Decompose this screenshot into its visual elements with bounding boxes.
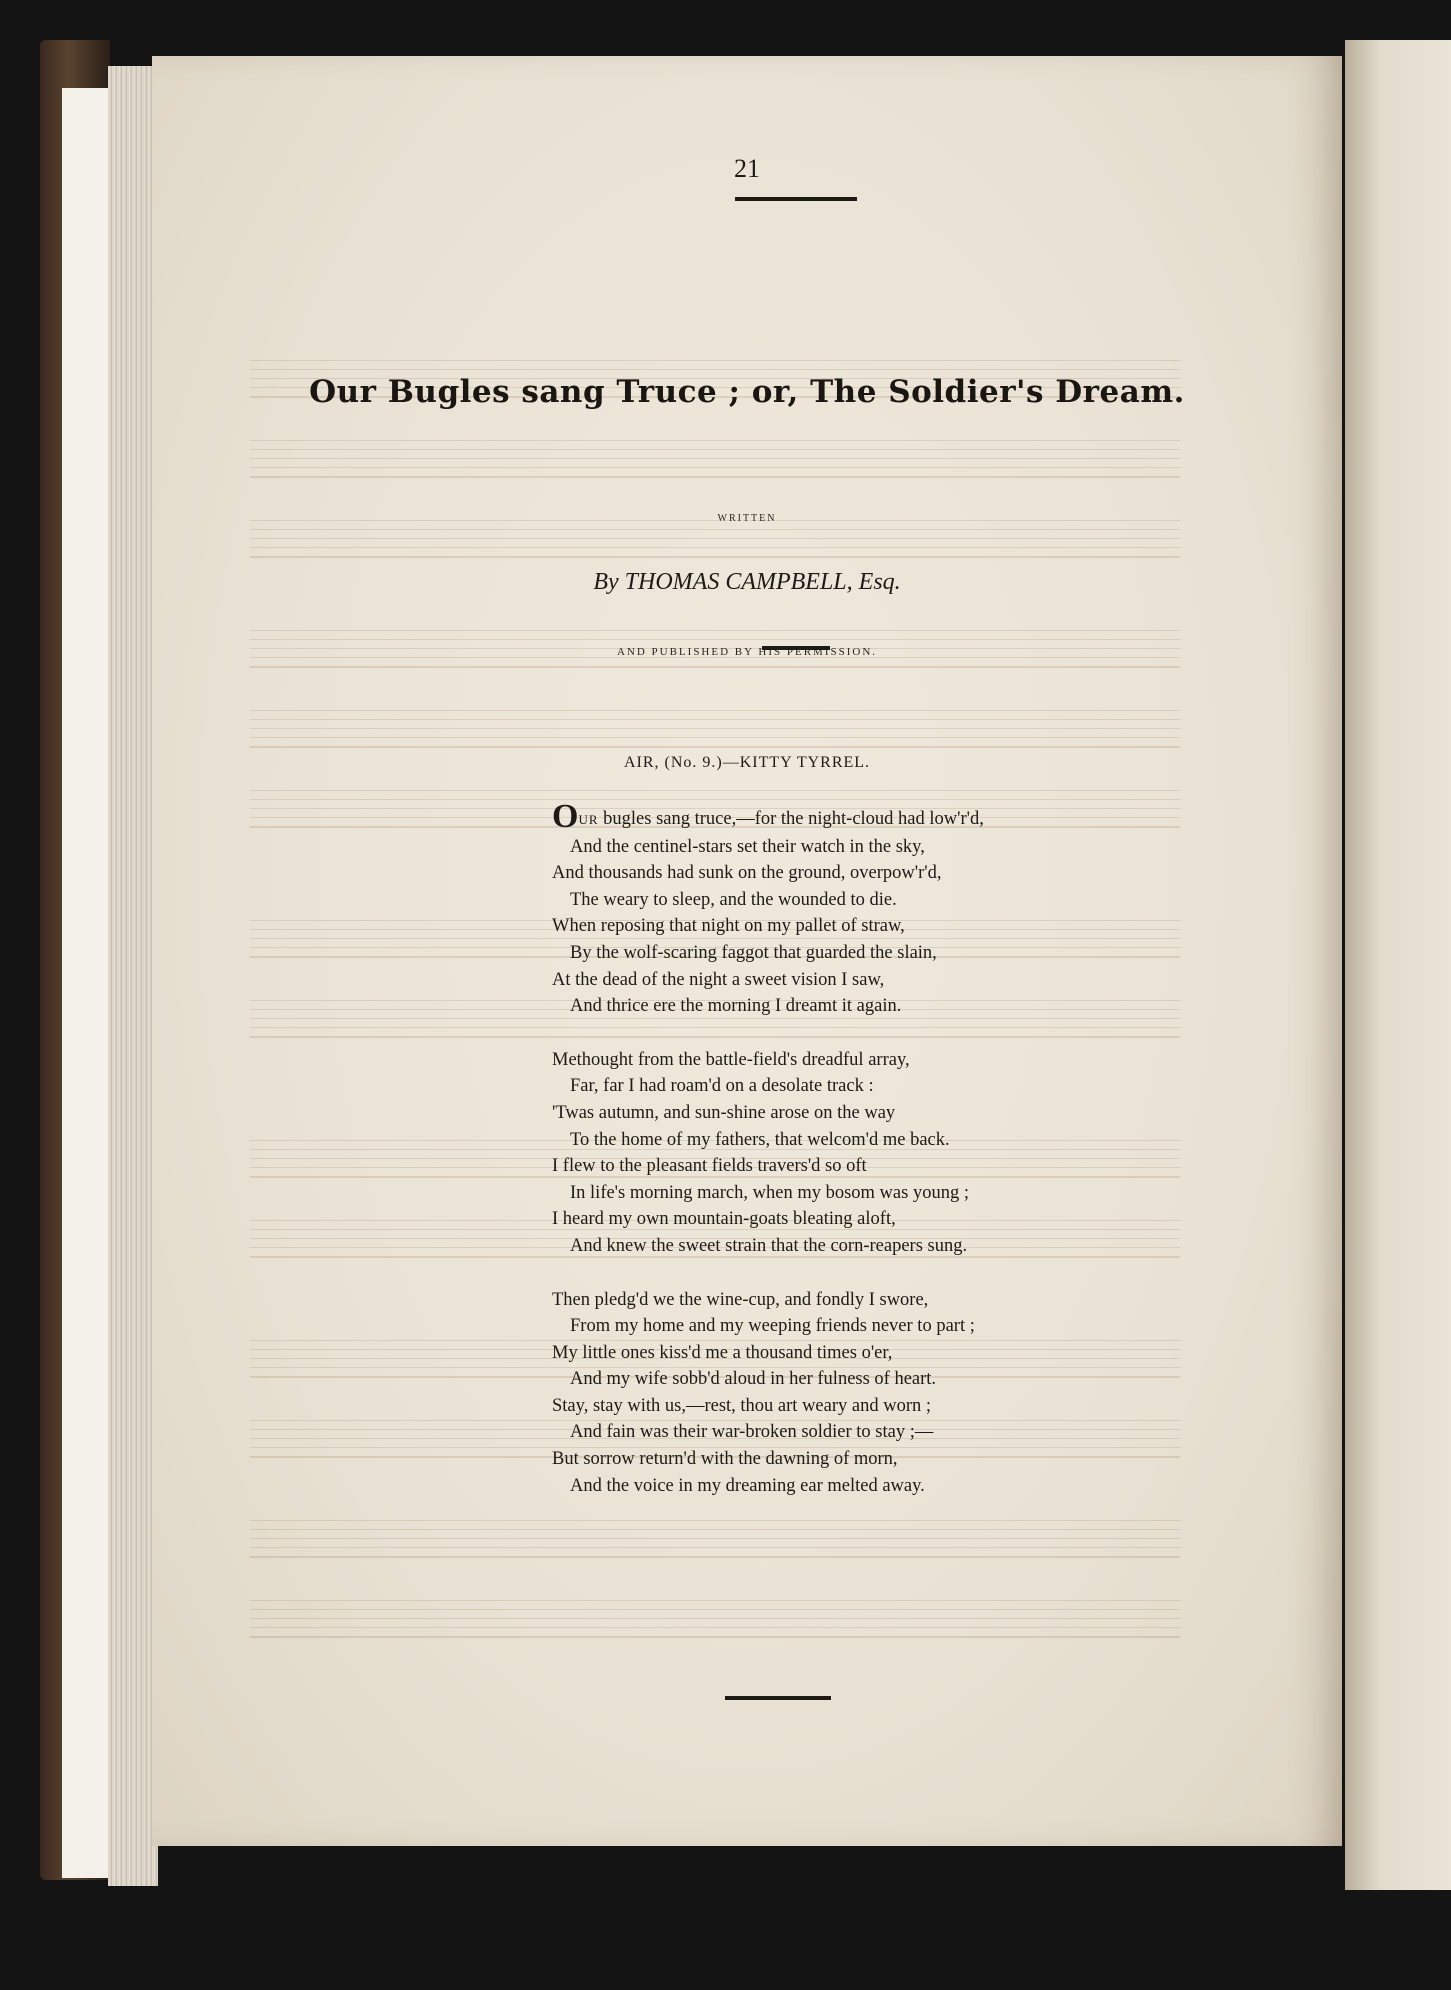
poem-line: I heard my own mountain-goats bleating aloft,: [552, 1209, 896, 1230]
section-rule: [762, 646, 830, 650]
flyleaf: [62, 88, 110, 1878]
first-word-smallcaps: UR: [578, 812, 599, 827]
stanza-2: [552, 1047, 1272, 1260]
header-rule: [735, 197, 857, 201]
published-line: AND PUBLISHED BY HIS PERMISSION.: [616, 646, 878, 658]
poem-line: And knew the sweet strain that the corn-reapers sung.: [570, 1235, 968, 1256]
poem-line: When reposing that night on my pallet of straw,: [552, 916, 905, 937]
song-title: Our Bugles sang Truce ; or, The Soldier's Dream.: [309, 374, 1185, 410]
poem-line: Far, far I had roam'd on a desolate track :: [570, 1076, 874, 1097]
poem-line: In life's morning march, when my bosom was young ;: [570, 1182, 969, 1203]
poem-line: By the wolf-scaring faggot that guarded the slain,: [570, 942, 937, 963]
drop-cap: O: [552, 798, 579, 835]
written-label: WRITTEN: [717, 513, 777, 524]
stanza-1: [552, 798, 1272, 1020]
page-content: [152, 56, 1342, 1846]
poem-line: And the voice in my dreaming ear melted away.: [570, 1475, 925, 1496]
page-edges: [108, 66, 158, 1886]
poem-line: At the dead of the night a sweet vision I saw,: [552, 969, 885, 990]
facing-page-edge: [1345, 40, 1451, 1890]
air-line: AIR, (No. 9.)—KITTY TYRREL.: [623, 754, 871, 771]
poem-line: My little ones kiss'd me a thousand times o'er,: [552, 1342, 893, 1363]
poem: [552, 798, 1272, 1526]
poem-line: The weary to sleep, and the wounded to die.: [570, 889, 897, 910]
poem-line: And thrice ere the morning I dreamt it again.: [570, 996, 902, 1017]
poem-line: Stay, stay with us,—rest, thou art weary and worn ;: [552, 1395, 932, 1416]
poem-line: [552, 798, 1272, 835]
poem-line: And fain was their war-broken soldier to stay ;—: [570, 1422, 934, 1443]
poem-line: And my wife sobb'd aloud in her fulness of heart.: [570, 1369, 937, 1390]
poem-line: Then pledg'd we the wine-cup, and fondly I swore,: [552, 1289, 929, 1310]
page-number: 21: [734, 154, 760, 183]
first-line-rest: bugles sang truce,—for the night-cloud had low'r'd,: [598, 809, 984, 829]
poem-line: I flew to the pleasant fields travers'd so oft: [552, 1156, 867, 1177]
poem-line: Methought from the battle-field's dreadful array,: [552, 1049, 910, 1070]
stanza-3: [552, 1287, 1272, 1500]
poem-line: To the home of my fathers, that welcom'd me back.: [570, 1129, 950, 1150]
author-line: By THOMAS CAMPBELL, Esq.: [593, 569, 901, 595]
poem-line: From my home and my weeping friends never to part ;: [570, 1316, 975, 1337]
poem-line: And thousands had sunk on the ground, overpow'r'd,: [552, 863, 942, 884]
footer-rule: [725, 1696, 831, 1700]
poem-line: 'Twas autumn, and sun-shine arose on the way: [552, 1102, 896, 1123]
poem-line: But sorrow return'd with the dawning of morn,: [552, 1449, 898, 1470]
poem-line: And the centinel-stars set their watch in the sky,: [570, 836, 925, 857]
